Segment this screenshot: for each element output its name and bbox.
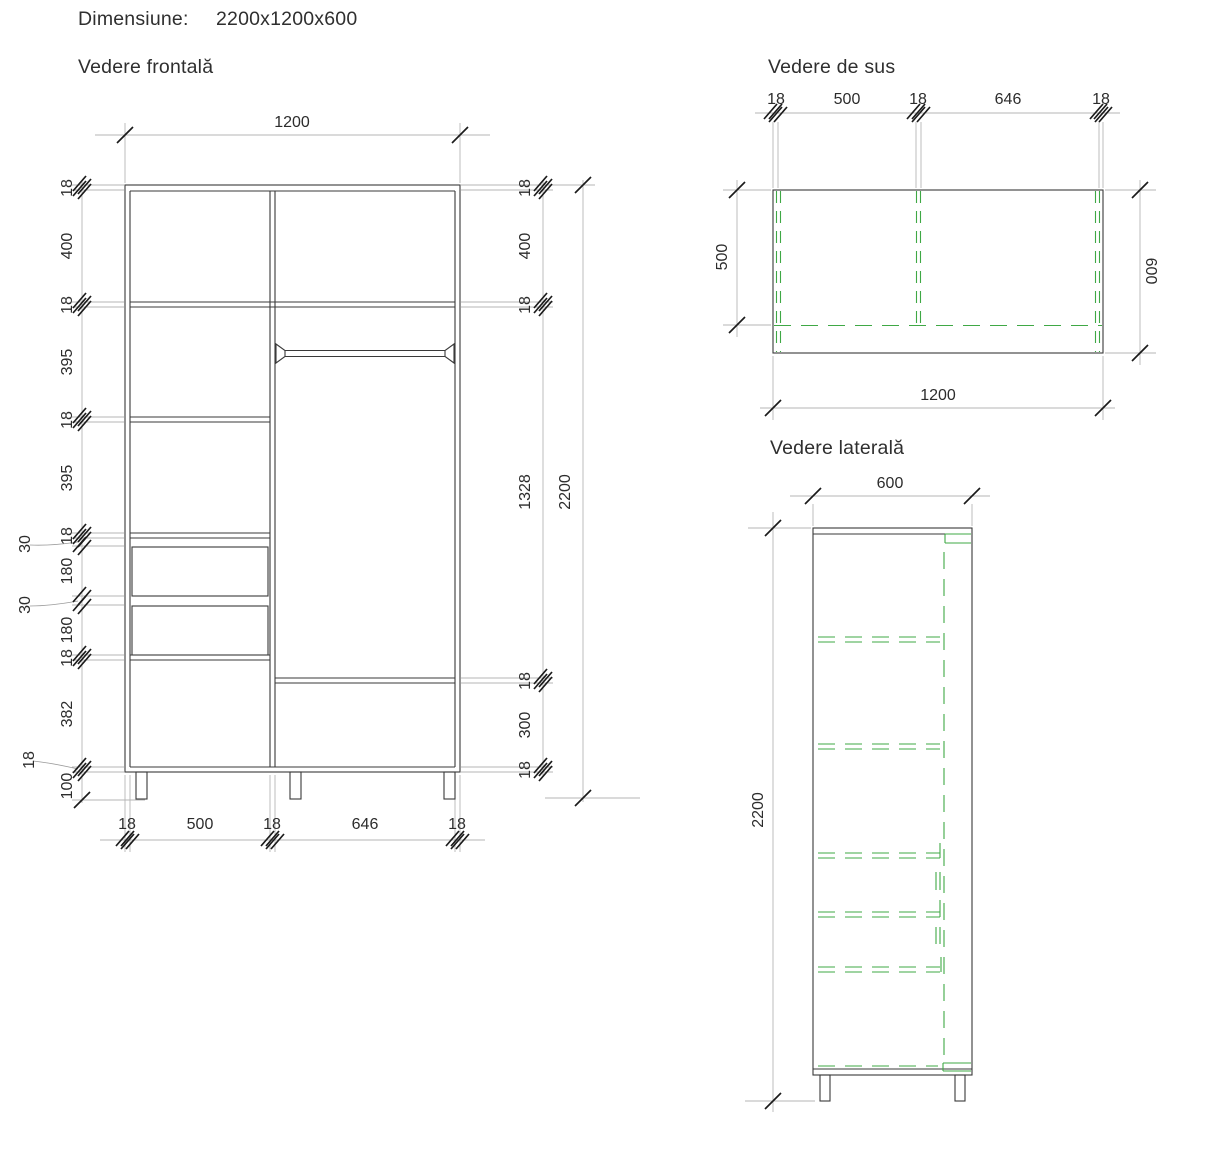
dim-front-left-4: 18 — [59, 411, 76, 429]
dim-front-right-5: 300 — [517, 711, 534, 739]
side-leg-front — [955, 1075, 965, 1101]
dim-front-left-9: 18 — [59, 649, 76, 667]
dim-front-bottom-panel: 18 — [21, 751, 38, 769]
dim-top-depth-rod: 500 — [714, 243, 731, 271]
top-cabinet-outline — [773, 190, 1103, 353]
front-view — [17, 114, 640, 852]
dim-front-right-6: 18 — [517, 761, 534, 779]
dim-front-right-2: 18 — [517, 296, 534, 314]
dim-front-bottom-0: 18 — [118, 816, 136, 833]
dim-top-width-total: 1200 — [920, 387, 956, 404]
dim-front-left-7: 180 — [59, 557, 76, 585]
dim-front-right-3: 1328 — [517, 474, 534, 510]
dim-front-left-1: 400 — [59, 232, 76, 260]
dim-front-height: 2200 — [557, 474, 574, 510]
dim-front-gap-b: 30 — [17, 596, 34, 614]
dim-front-gap-a: 30 — [17, 535, 34, 553]
drawer-front-1 — [132, 547, 268, 596]
dim-front-left-3: 395 — [59, 348, 76, 376]
dim-top-chain-2: 18 — [909, 91, 927, 108]
front-leg-center — [290, 772, 301, 799]
dim-front-right-4: 18 — [517, 672, 534, 690]
side-dimension-ticks — [765, 488, 980, 1109]
top-dimension-ticks — [729, 104, 1148, 416]
side-view-title: Vedere laterală — [770, 437, 905, 459]
dim-front-bottom-3: 646 — [351, 816, 379, 833]
dimensions-label: Dimensiune: — [78, 8, 189, 30]
dim-front-left-5: 395 — [59, 464, 76, 492]
dim-side-height: 2200 — [750, 792, 767, 828]
dim-front-left-6: 18 — [59, 527, 76, 545]
drawer-front-2 — [132, 606, 268, 655]
side-cabinet-outline — [813, 528, 972, 1101]
dim-front-left-10: 382 — [59, 700, 76, 728]
side-view — [745, 475, 990, 1112]
dim-front-left-2: 18 — [59, 296, 76, 314]
dim-front-width: 1200 — [274, 114, 310, 131]
side-leg-back — [820, 1075, 830, 1101]
front-dimension-labels — [17, 114, 574, 833]
dim-top-chain-1: 500 — [833, 91, 861, 108]
front-dimension-lines — [72, 123, 640, 852]
top-dimension-labels — [714, 91, 1159, 404]
dim-top-chain-3: 646 — [994, 91, 1022, 108]
dim-front-right-1: 400 — [517, 232, 534, 260]
top-hidden-lines — [774, 191, 1102, 352]
top-view — [714, 91, 1159, 420]
dim-front-right-0: 18 — [517, 179, 534, 197]
side-hidden-lines — [818, 534, 971, 1071]
dim-front-left-8: 180 — [59, 616, 76, 644]
front-leg-left — [136, 772, 147, 799]
dim-front-bottom-2: 18 — [263, 816, 281, 833]
dimensions-value: 2200x1200x600 — [216, 8, 358, 30]
front-view-title: Vedere frontală — [78, 56, 214, 78]
dim-side-depth: 600 — [876, 475, 904, 492]
dim-front-bottom-1: 500 — [186, 816, 214, 833]
dim-top-chain-0: 18 — [767, 91, 785, 108]
dim-top-chain-4: 18 — [1092, 91, 1110, 108]
dim-top-depth-total: 600 — [1142, 257, 1159, 285]
side-dimension-lines — [745, 496, 990, 1112]
dim-front-left-11: 100 — [59, 772, 76, 800]
hanging-rod — [276, 344, 454, 363]
front-dimension-ticks — [73, 127, 591, 849]
front-leg-right — [444, 772, 455, 799]
top-view-title: Vedere de sus — [768, 56, 896, 78]
dim-front-bottom-4: 18 — [448, 816, 466, 833]
front-cabinet-outline — [125, 185, 460, 799]
top-dimension-lines — [723, 113, 1156, 420]
dim-front-left-0: 18 — [59, 179, 76, 197]
